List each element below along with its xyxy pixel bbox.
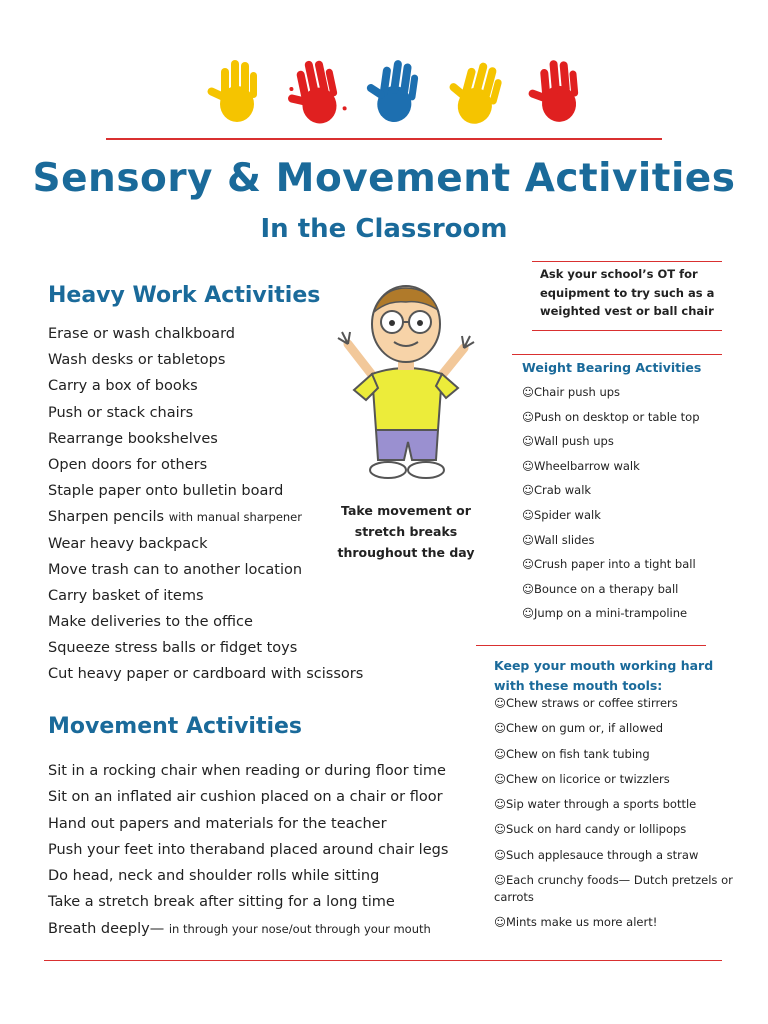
list-item: Carry a box of books (48, 378, 198, 395)
heavy-work-heading: Heavy Work Activities (48, 283, 321, 308)
list-item: ☺Crab walk (522, 483, 592, 498)
list-item: Carry basket of items (48, 587, 204, 604)
list-item: Erase or wash chalkboard (48, 326, 235, 342)
list-item: ☺Crush paper into a tight ball (522, 557, 696, 572)
list-item: Sit on an inflated air cushion placed on a chair or floor (48, 789, 443, 806)
list-item: Rearrange bookshelves (48, 430, 218, 447)
list-item: ☺Such applesauce through a straw (494, 847, 699, 862)
weight-bearing-heading: Weight Bearing Activities (522, 360, 702, 375)
header-divider (106, 138, 662, 140)
list-item-text: Breath deeply— (48, 920, 165, 937)
list-item: Take a stretch break after sitting for a long time (48, 894, 395, 911)
page-title: Sensory & Movement Activities (32, 156, 736, 201)
footer-divider (44, 960, 722, 961)
weight-bearing-list (522, 380, 700, 626)
yellow-hand-icon (205, 54, 267, 130)
list-item: Staple paper onto bulletin board (48, 483, 284, 500)
list-item: ☺Spider walk (522, 507, 601, 522)
list-item: ☺Jump on a mini-trampoline (522, 606, 688, 621)
list-item (48, 504, 363, 530)
list-item: ☺Chew on fish tank tubing (494, 746, 650, 761)
list-item (48, 916, 448, 942)
list-item: Push or stack chairs (48, 404, 194, 421)
list-item: ☺Wall slides (522, 532, 595, 547)
list-item: Hand out papers and materials for the teacher (48, 815, 387, 832)
mouth-tools-heading: Keep your mouth working hard with these mouth tools: (494, 658, 714, 693)
hand-prints-banner (0, 54, 768, 134)
list-item-note: with manual sharpener (168, 510, 302, 525)
list-item: Wear heavy backpack (48, 535, 208, 552)
list-item: Open doors for others (48, 456, 208, 473)
list-item-note: in through your nose/out through your mouth (168, 921, 431, 936)
list-item: Wash desks or tabletops (48, 352, 226, 369)
list-item: ☺Chew straws or coffee stirrers (494, 696, 678, 710)
heavy-work-list (48, 321, 363, 688)
mouth-tools-rule (476, 645, 706, 646)
list-item: ☺Wheelbarrow walk (522, 458, 640, 473)
list-item: Move trash can to another location (48, 561, 303, 578)
mouth-tools-list (494, 691, 734, 935)
movement-list (48, 758, 448, 942)
list-item: ☺Push on desktop or table top (522, 409, 700, 424)
list-item: ☺Each crunchy foods— Dutch pretzels or carrots (494, 873, 733, 905)
page-subtitle: In the Classroom (260, 214, 508, 244)
movement-heading: Movement Activities (48, 714, 303, 739)
blue-hand-icon (364, 54, 426, 130)
ot-note-top-rule (532, 261, 722, 262)
stretch-caption: Take movement or stretch breaks throughout the day (337, 503, 475, 560)
list-item: ☺Chew on gum or, if allowed (494, 721, 664, 736)
list-item: Squeeze stress balls or fidget toys (48, 640, 298, 657)
list-item: ☺Bounce on a therapy ball (522, 581, 679, 596)
list-item: ☺Chew on licorice or twizzlers (494, 771, 670, 786)
red-hand-icon (526, 54, 588, 130)
list-item: ☺Mints make us more alert! (494, 915, 658, 930)
weight-bearing-rule (512, 354, 722, 355)
boy-stretching-illustration (326, 282, 486, 492)
list-item: ☺Chair push ups (522, 385, 621, 399)
list-item: Sit in a rocking chair when reading or during floor time (48, 763, 446, 779)
yellow-hand-icon (446, 54, 508, 134)
red-hand-icon (283, 54, 349, 134)
list-item: ☺Suck on hard candy or lollipops (494, 822, 687, 837)
list-item: Do head, neck and shoulder rolls while sitting (48, 868, 380, 885)
list-item: Push your feet into theraband placed around chair legs (48, 841, 449, 858)
ot-note-bottom-rule (532, 330, 722, 331)
list-item: Cut heavy paper or cardboard with scissors (48, 666, 364, 683)
list-item: ☺Sip water through a sports bottle (494, 797, 697, 812)
list-item: Make deliveries to the office (48, 614, 253, 631)
list-item-text: Sharpen pencils (48, 509, 165, 526)
list-item: ☺Wall push ups (522, 434, 614, 449)
ot-note: Ask your school’s OT for equipment to try such as a weighted vest or ball chair (540, 267, 715, 318)
